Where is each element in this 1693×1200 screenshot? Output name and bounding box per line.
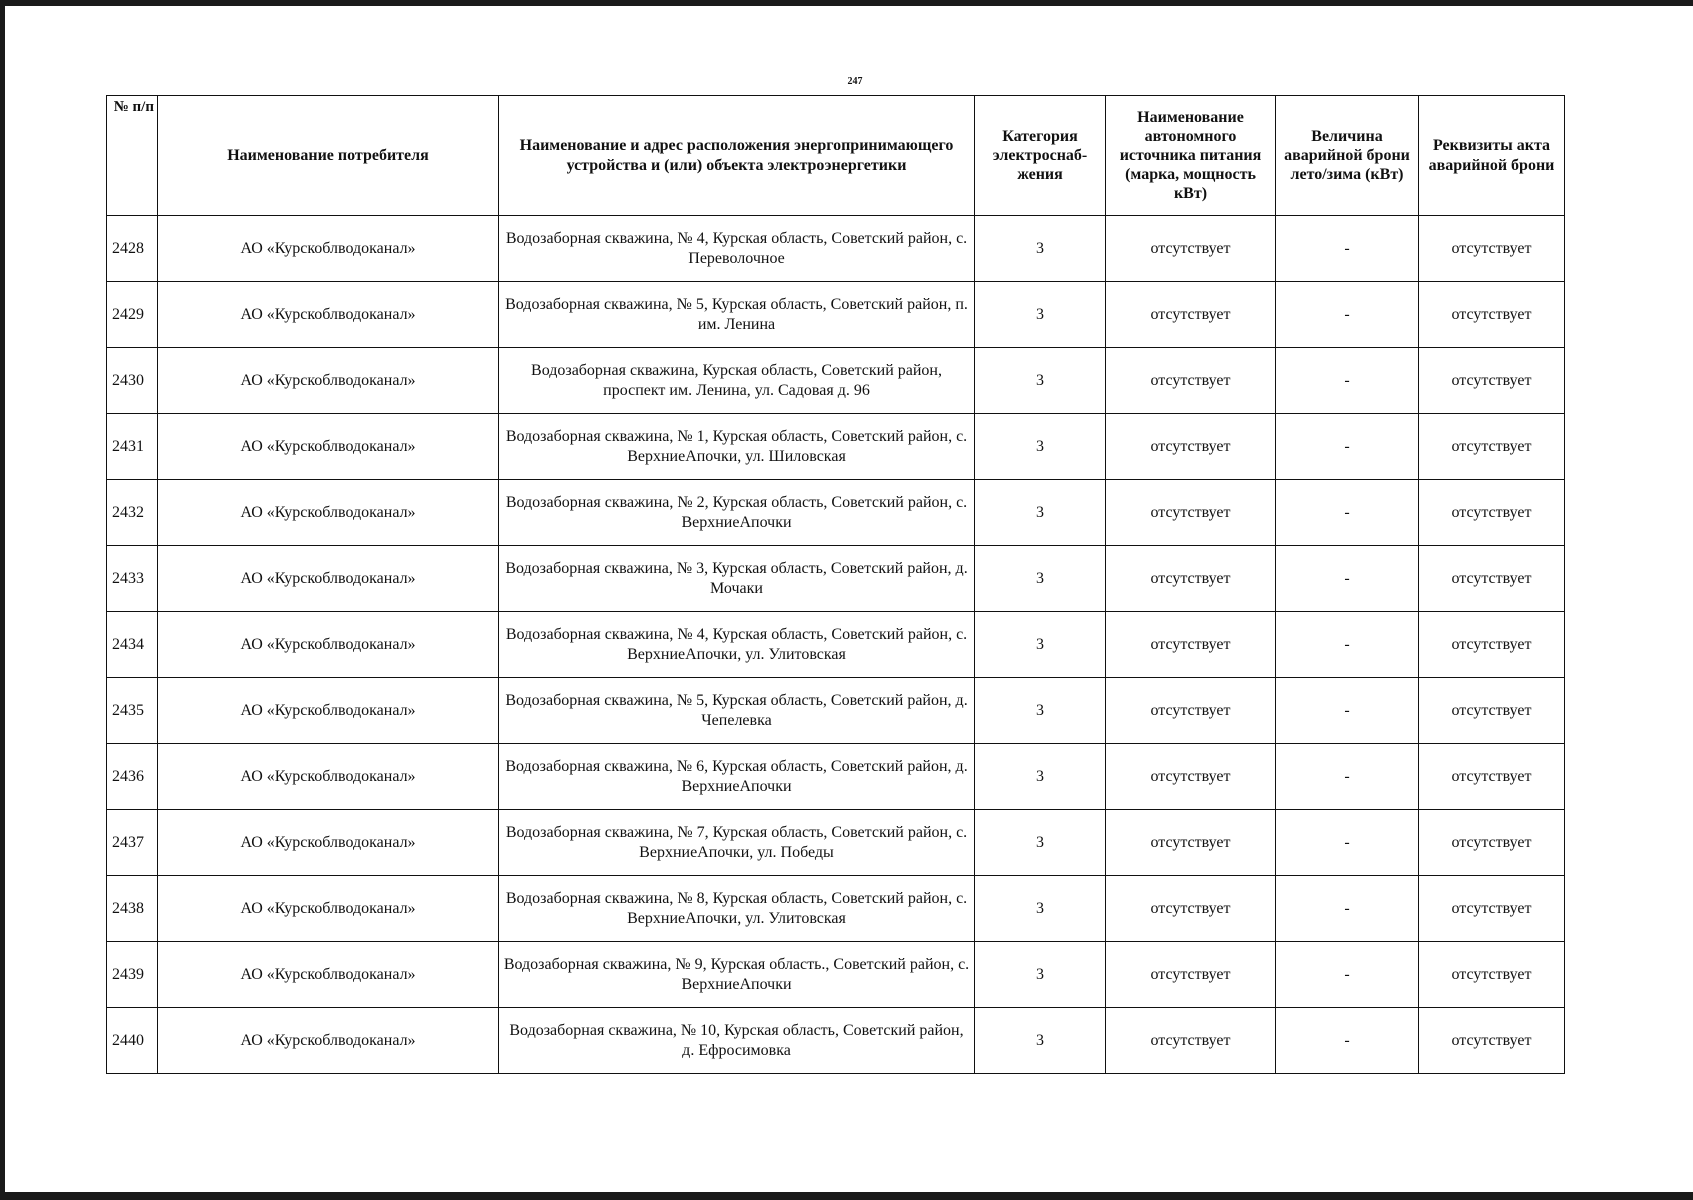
scan-border-top bbox=[0, 0, 1693, 6]
table-cell: отсутствует bbox=[1106, 876, 1276, 942]
table-cell: Водозаборная скважина, № 6, Курская область, Советский район, д. ВерхниеАпочки bbox=[499, 744, 975, 810]
table-row bbox=[107, 1008, 1565, 1074]
table-cell: 3 bbox=[975, 282, 1106, 348]
table-cell: отсутствует bbox=[1419, 678, 1565, 744]
scan-border-bottom bbox=[0, 1192, 1693, 1200]
table-cell: - bbox=[1276, 678, 1419, 744]
table-cell: 2431 bbox=[107, 414, 158, 480]
table-cell: - bbox=[1276, 744, 1419, 810]
table-cell: АО «Курскоблводоканал» bbox=[158, 678, 499, 744]
table-cell: 2435 bbox=[107, 678, 158, 744]
table-cell: Водозаборная скважина, № 7, Курская область, Советский район, с. ВерхниеАпочки, ул. Победы bbox=[499, 810, 975, 876]
table-cell: отсутствует bbox=[1419, 876, 1565, 942]
table-cell: отсутствует bbox=[1106, 348, 1276, 414]
table-cell: отсутствует bbox=[1106, 216, 1276, 282]
table-cell: - bbox=[1276, 480, 1419, 546]
table-cell: отсутствует bbox=[1419, 282, 1565, 348]
table-cell: отсутствует bbox=[1419, 612, 1565, 678]
table-cell: - bbox=[1276, 216, 1419, 282]
table-cell: - bbox=[1276, 414, 1419, 480]
table-cell: отсутствует bbox=[1106, 282, 1276, 348]
table-cell: 2430 bbox=[107, 348, 158, 414]
table-cell: - bbox=[1276, 348, 1419, 414]
table-cell: отсутствует bbox=[1106, 1008, 1276, 1074]
table-row bbox=[107, 348, 1565, 414]
table-cell: Водозаборная скважина, № 9, Курская область., Советский район, с. ВерхниеАпочки bbox=[499, 942, 975, 1008]
table-cell: 2433 bbox=[107, 546, 158, 612]
table-cell: АО «Курскоблводоканал» bbox=[158, 348, 499, 414]
table-row bbox=[107, 744, 1565, 810]
table-header bbox=[107, 96, 1565, 216]
table-cell: АО «Курскоблводоканал» bbox=[158, 1008, 499, 1074]
table-cell: 2432 bbox=[107, 480, 158, 546]
table-cell: - bbox=[1276, 810, 1419, 876]
table-cell: отсутствует bbox=[1419, 414, 1565, 480]
table-cell: 2436 bbox=[107, 744, 158, 810]
table-cell: Водозаборная скважина, № 5, Курская область, Советский район, п. им. Ленина bbox=[499, 282, 975, 348]
table-cell: АО «Курскоблводоканал» bbox=[158, 810, 499, 876]
header-row bbox=[107, 96, 1565, 216]
table-cell: 3 bbox=[975, 414, 1106, 480]
table-cell: отсутствует bbox=[1106, 612, 1276, 678]
table-cell: 3 bbox=[975, 876, 1106, 942]
table-cell: отсутствует bbox=[1106, 810, 1276, 876]
table-cell: 3 bbox=[975, 678, 1106, 744]
table-cell: АО «Курскоблводоканал» bbox=[158, 612, 499, 678]
table-cell: отсутствует bbox=[1106, 414, 1276, 480]
table-cell: АО «Курскоблводоканал» bbox=[158, 876, 499, 942]
table-cell: 3 bbox=[975, 1008, 1106, 1074]
table-cell: - bbox=[1276, 282, 1419, 348]
table-cell: отсутствует bbox=[1106, 480, 1276, 546]
table-cell: - bbox=[1276, 942, 1419, 1008]
table-row bbox=[107, 612, 1565, 678]
page-number: 247 bbox=[847, 76, 863, 87]
table-cell: 2428 bbox=[107, 216, 158, 282]
table-row bbox=[107, 546, 1565, 612]
table-cell: АО «Курскоблводоканал» bbox=[158, 744, 499, 810]
table-cell: Водозаборная скважина, № 3, Курская область, Советский район, д. Мочаки bbox=[499, 546, 975, 612]
table-cell: Водозаборная скважина, № 2, Курская область, Советский район, с. ВерхниеАпочки bbox=[499, 480, 975, 546]
header-cell: Реквизиты акта аварийной брони bbox=[1419, 96, 1565, 216]
table-row bbox=[107, 942, 1565, 1008]
table-cell: Водозаборная скважина, № 5, Курская область, Советский район, д. Чепелевка bbox=[499, 678, 975, 744]
consumer-table bbox=[106, 95, 1565, 1074]
table-cell: АО «Курскоблводоканал» bbox=[158, 282, 499, 348]
table-cell: отсутствует bbox=[1419, 348, 1565, 414]
table-cell: 2440 bbox=[107, 1008, 158, 1074]
table-cell: отсутствует bbox=[1419, 810, 1565, 876]
table-cell: 3 bbox=[975, 348, 1106, 414]
table-cell: Водозаборная скважина, № 4, Курская область, Советский район, с. Переволочное bbox=[499, 216, 975, 282]
table-cell: 2434 bbox=[107, 612, 158, 678]
table-cell: 3 bbox=[975, 612, 1106, 678]
table-cell: 3 bbox=[975, 480, 1106, 546]
table-cell: отсутствует bbox=[1419, 216, 1565, 282]
table-cell: отсутствует bbox=[1106, 678, 1276, 744]
table-cell: АО «Курскоблводоканал» bbox=[158, 480, 499, 546]
scan-border-left bbox=[0, 0, 5, 1200]
table-cell: АО «Курскоблводоканал» bbox=[158, 216, 499, 282]
table-row bbox=[107, 480, 1565, 546]
table-body bbox=[107, 216, 1565, 1074]
table-cell: отсутствует bbox=[1106, 942, 1276, 1008]
table-cell: Водозаборная скважина, № 8, Курская область, Советский район, с. ВерхниеАпочки, ул. Улитовская bbox=[499, 876, 975, 942]
table-row bbox=[107, 216, 1565, 282]
header-cell: Категория электроснаб-жения bbox=[975, 96, 1106, 216]
table-cell: 2439 bbox=[107, 942, 158, 1008]
header-cell: Наименование и адрес расположения энергопринимающего устройства и (или) объекта электроэнергетики bbox=[499, 96, 975, 216]
table-row bbox=[107, 810, 1565, 876]
table-cell: АО «Курскоблводоканал» bbox=[158, 942, 499, 1008]
table-cell: - bbox=[1276, 1008, 1419, 1074]
table-cell: 2429 bbox=[107, 282, 158, 348]
table-row bbox=[107, 678, 1565, 744]
table-row bbox=[107, 282, 1565, 348]
table-cell: - bbox=[1276, 876, 1419, 942]
table-cell: - bbox=[1276, 546, 1419, 612]
table-cell: отсутствует bbox=[1106, 546, 1276, 612]
header-cell: Наименование автономного источника питания (марка, мощность кВт) bbox=[1106, 96, 1276, 216]
table-cell: Водозаборная скважина, № 4, Курская область, Советский район, с. ВерхниеАпочки, ул. Улитовская bbox=[499, 612, 975, 678]
table-cell: отсутствует bbox=[1419, 942, 1565, 1008]
table-cell: отсутствует bbox=[1419, 480, 1565, 546]
table-cell: 3 bbox=[975, 810, 1106, 876]
table-cell: 2438 bbox=[107, 876, 158, 942]
table-cell: отсутствует bbox=[1106, 744, 1276, 810]
header-cell: Наименование потребителя bbox=[158, 96, 499, 216]
table-cell: Водозаборная скважина, № 1, Курская область, Советский район, с. ВерхниеАпочки, ул. Шиловская bbox=[499, 414, 975, 480]
table-row bbox=[107, 414, 1565, 480]
table-row bbox=[107, 876, 1565, 942]
table-cell: 3 bbox=[975, 546, 1106, 612]
table-cell: - bbox=[1276, 612, 1419, 678]
table-cell: отсутствует bbox=[1419, 744, 1565, 810]
table-cell: 3 bbox=[975, 216, 1106, 282]
table-cell: 3 bbox=[975, 942, 1106, 1008]
table-cell: отсутствует bbox=[1419, 1008, 1565, 1074]
table-cell: Водозаборная скважина, Курская область, Советский район, проспект им. Ленина, ул. Садовая д. 96 bbox=[499, 348, 975, 414]
header-cell: Величина аварийной брони лето/зима (кВт) bbox=[1276, 96, 1419, 216]
header-cell: № п/п bbox=[107, 96, 158, 216]
table-cell: 2437 bbox=[107, 810, 158, 876]
table-cell: отсутствует bbox=[1419, 546, 1565, 612]
table-cell: АО «Курскоблводоканал» bbox=[158, 546, 499, 612]
table-cell: Водозаборная скважина, № 10, Курская область, Советский район, д. Ефросимовка bbox=[499, 1008, 975, 1074]
table-cell: 3 bbox=[975, 744, 1106, 810]
table-cell: АО «Курскоблводоканал» bbox=[158, 414, 499, 480]
